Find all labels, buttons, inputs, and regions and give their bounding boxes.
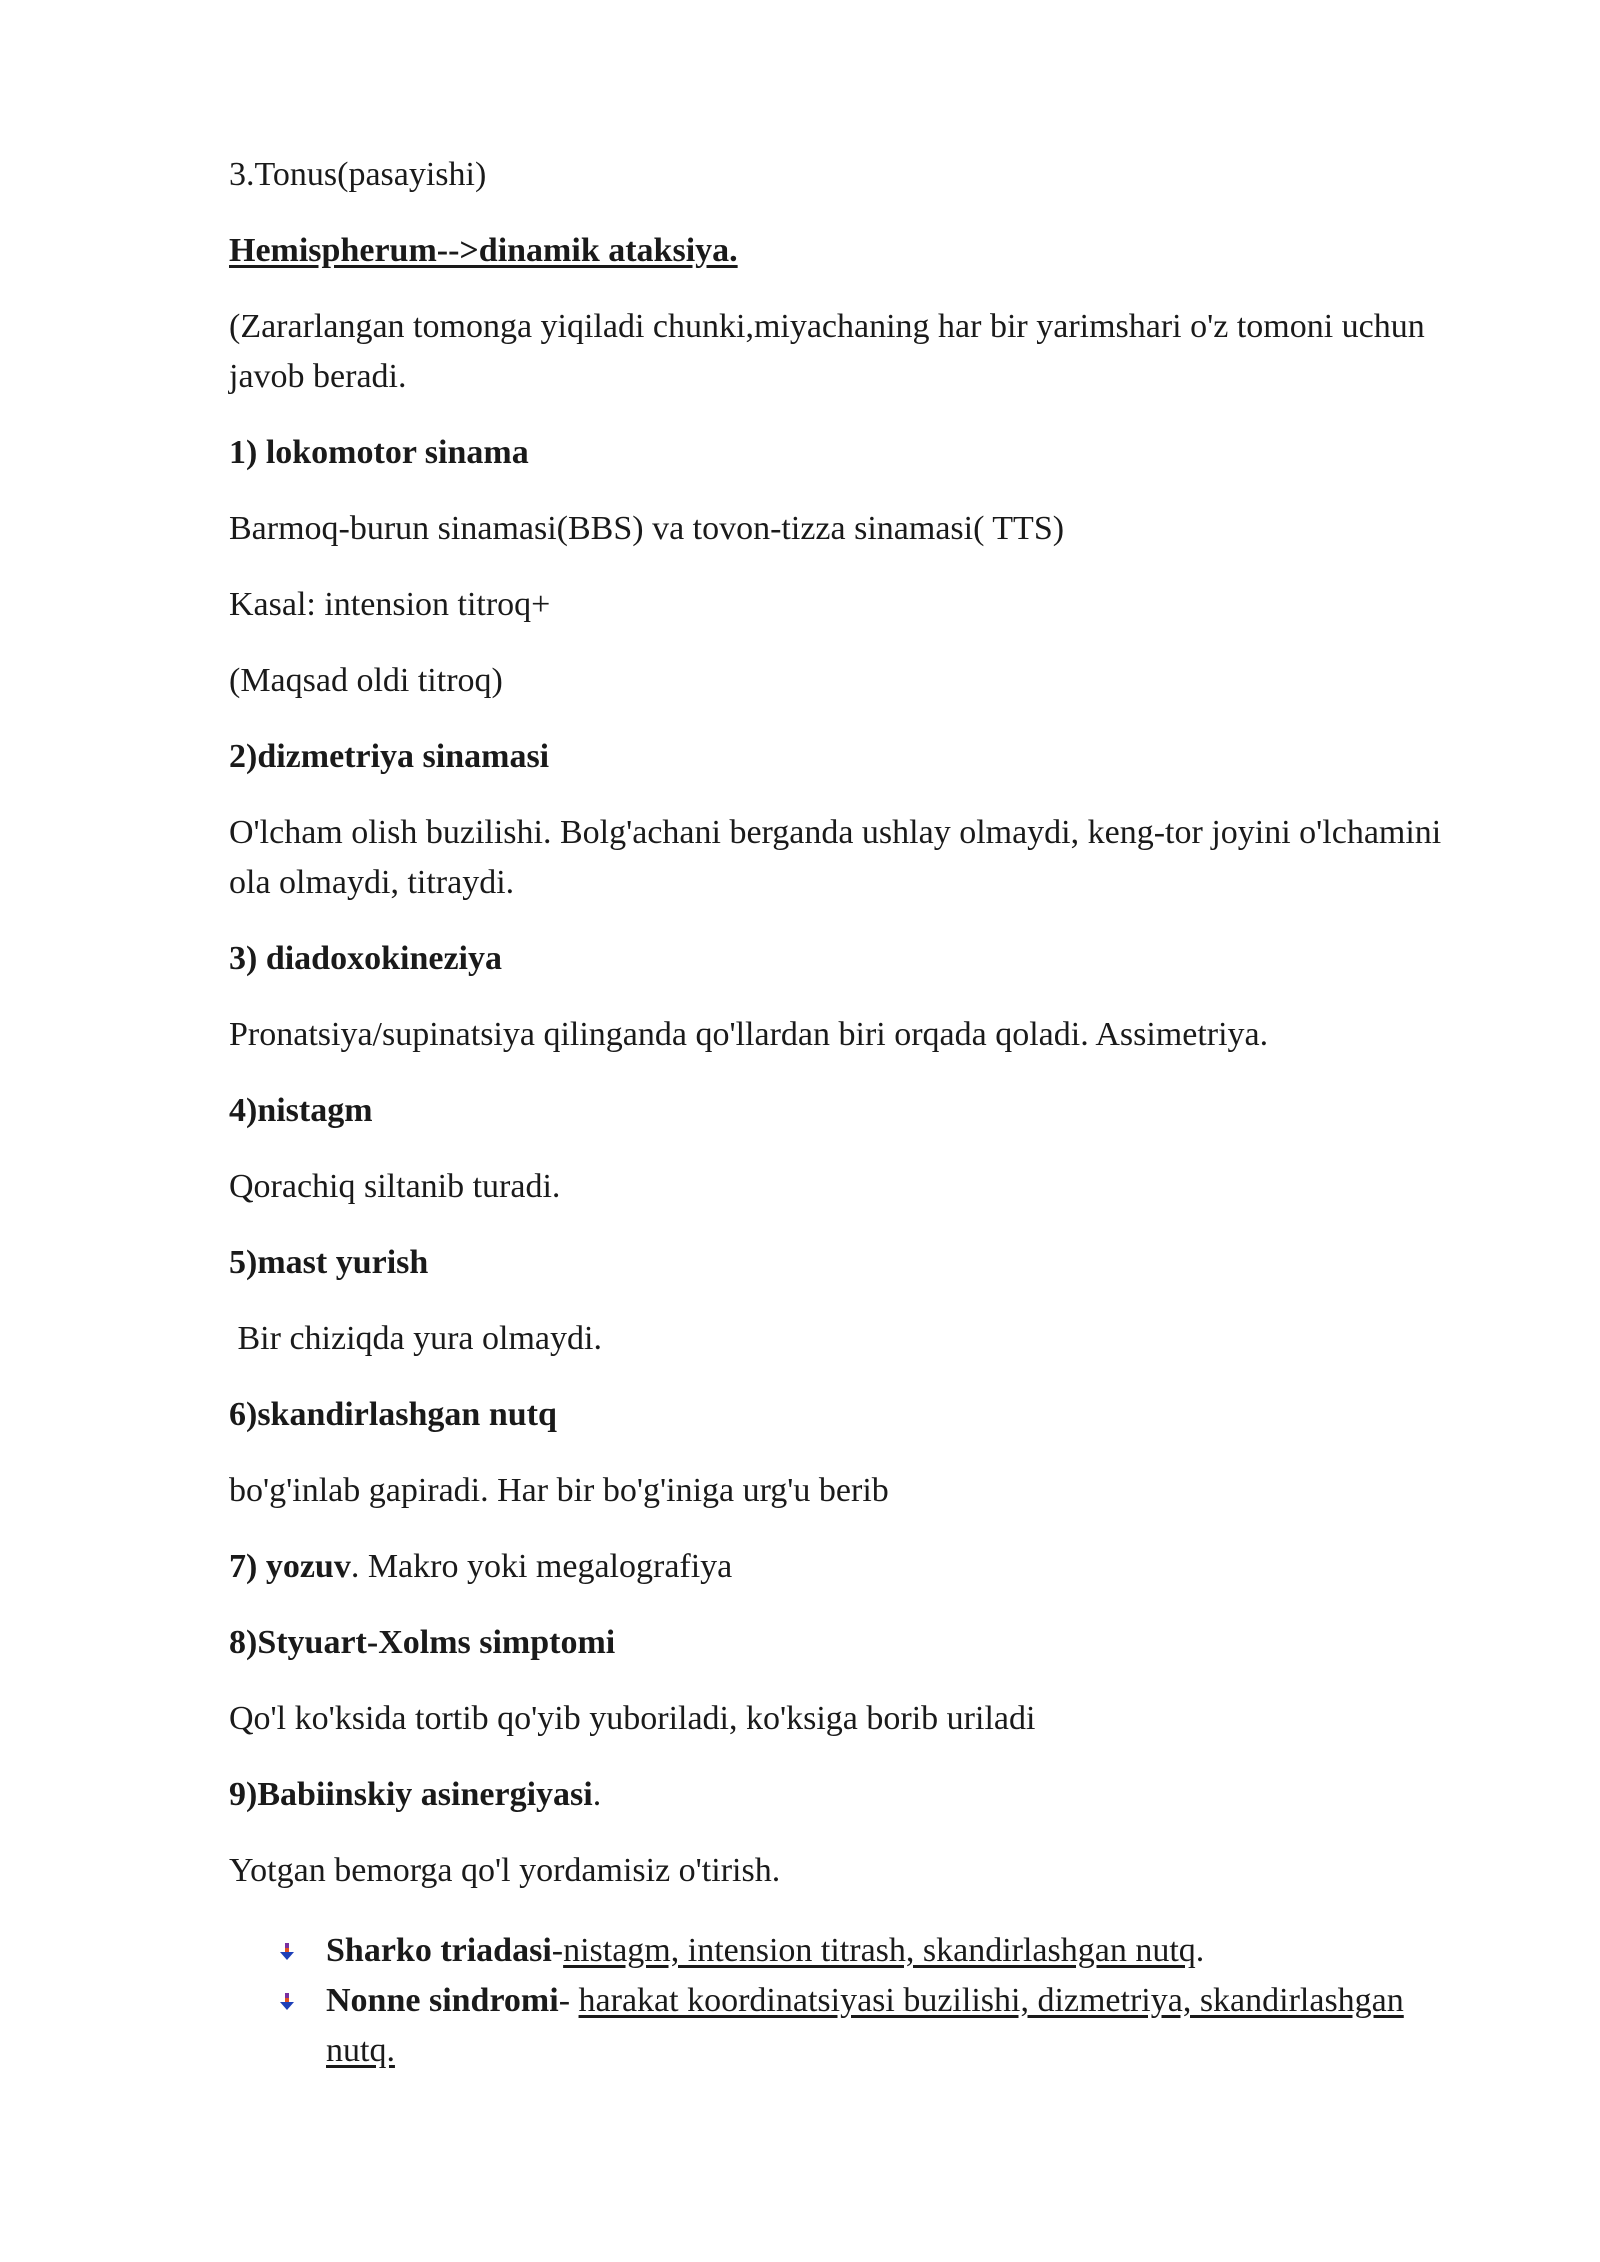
section-9-title-end: . [592, 1776, 602, 1813]
section-1-title: 1) lokomotor sinama [229, 434, 529, 471]
section-6-title: 6)skandirlashgan nutq [229, 1396, 557, 1433]
bullet-description: harakat koordinatsiyasi buzilishi, dizmetriya, skandirlashgan nutq. [326, 1982, 1404, 2069]
section-7-line [229, 1542, 1469, 1592]
section-9-line [229, 1770, 1469, 1820]
section-7-title: 7) yozuv [229, 1548, 351, 1585]
bullet-separator: - [551, 1932, 564, 1969]
bullet-term: Sharko triadasi [326, 1932, 552, 1969]
section-7-text: . Makro yoki megalografiya [350, 1548, 733, 1585]
section-5-title: 5)mast yurish [229, 1244, 429, 1281]
list-item [229, 1976, 1469, 2076]
section-8-title: 8)Styuart-Xolms simptomi [229, 1624, 616, 1661]
bullet-end: . [1195, 1932, 1205, 1969]
section-4-text: Qorachiq siltanib turadi. [229, 1168, 561, 1205]
bullet-term: Nonne sindromi [326, 1982, 559, 2019]
tonus-line: 3.Tonus(pasayishi) [229, 156, 487, 193]
section-1-line-1: Barmoq-burun sinamasi(BBS) va tovon-tizza sinamasi( TTS) [229, 510, 1065, 547]
section-4-title: 4)nistagm [229, 1092, 373, 1129]
section-2-title: 2)dizmetriya sinamasi [229, 738, 550, 775]
down-arrow-bullet-icon [279, 1943, 295, 1961]
section-2-text: O'lcham olish buzilishi. Bolg'achani berganda ushlay olmaydi, keng-tor joyini o'lchamini ola olmaydi, titraydi. [229, 814, 1450, 901]
hemispherum-heading: Hemispherum-->dinamik ataksiya. [229, 232, 738, 269]
section-5-text: Bir chiziqda yura olmaydi. [229, 1320, 602, 1357]
bullet-description: nistagm, intension titrash, skandirlashgan nutq [563, 1932, 1196, 1969]
document-body [229, 150, 1469, 2076]
section-8-text: Qo'l ko'ksida tortib qo'yib yuboriladi, ko'ksiga borib uriladi [229, 1700, 1036, 1737]
intro-paragraph: (Zararlangan tomonga yiqiladi chunki,miyachaning har bir yarimshari o'z tomoni uchun javob beradi. [229, 308, 1434, 395]
section-1-line-3: (Maqsad oldi titroq) [229, 662, 503, 699]
syndrome-list [229, 1926, 1469, 2076]
section-9-text: Yotgan bemorga qo'l yordamisiz o'tirish. [229, 1852, 781, 1889]
down-arrow-bullet-icon [279, 1993, 295, 2011]
section-6-text: bo'g'inlab gapiradi. Har bir bo'g'iniga urg'u berib [229, 1472, 889, 1509]
bullet-separator: - [558, 1982, 579, 2019]
section-1-line-2: Kasal: intension titroq+ [229, 586, 551, 623]
list-item [229, 1926, 1469, 1976]
section-3-title: 3) diadoxokineziya [229, 940, 502, 977]
section-3-text: Pronatsiya/supinatsiya qilinganda qo'llardan biri orqada qoladi. Assimetriya. [229, 1016, 1269, 1053]
section-9-title: 9)Babiinskiy asinergiyasi [229, 1776, 593, 1813]
